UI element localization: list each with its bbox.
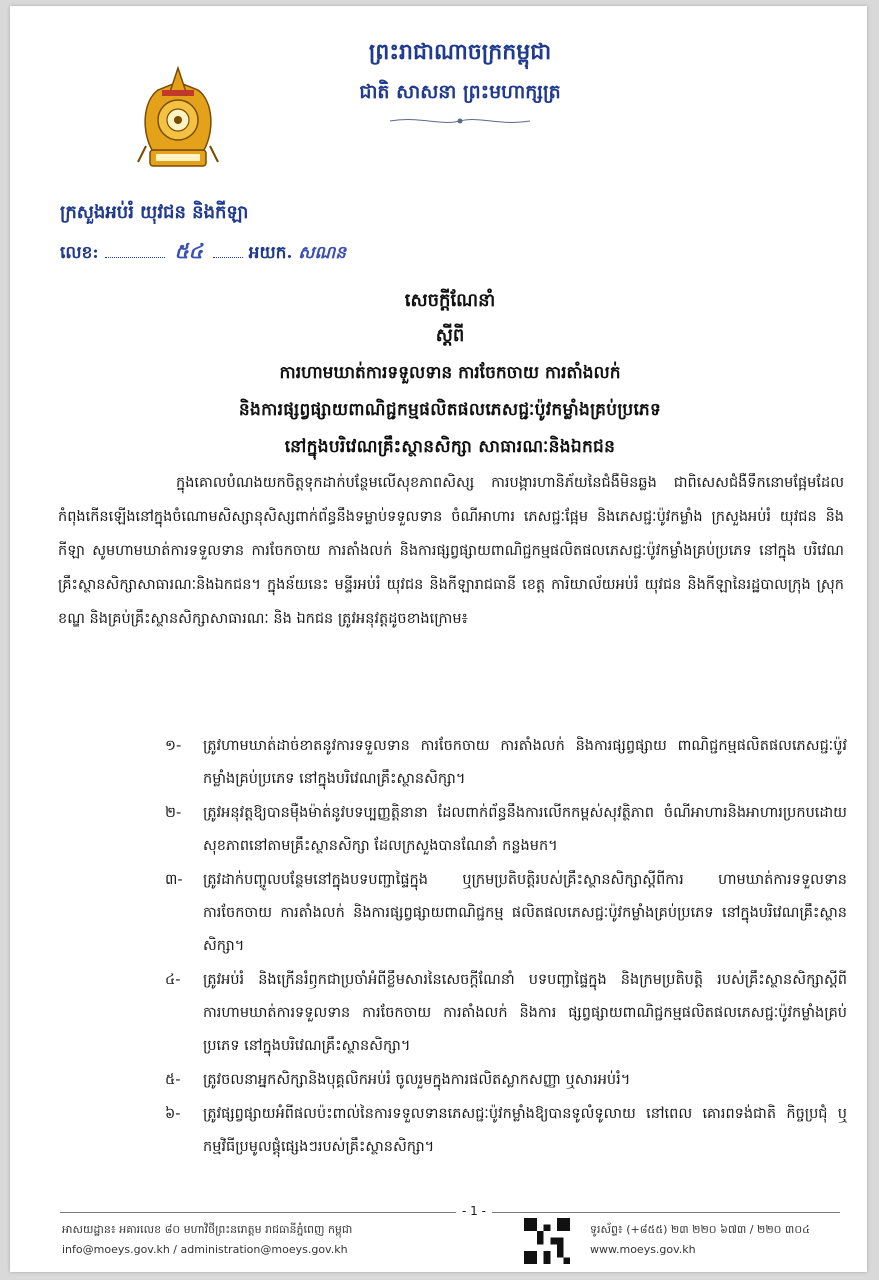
kingdom-title: ព្រះរាជាណាចក្រកម្ពុជា — [368, 39, 552, 65]
document-type: សេចក្តីណែនាំ — [404, 290, 496, 311]
document-page — [10, 6, 867, 1272]
item-number: ២- — [165, 805, 182, 821]
footer-emails[interactable]: info@moeys.gov.kh / administration@moeys.gov.kh — [62, 1243, 348, 1256]
qr-code-icon — [524, 1218, 570, 1264]
item-text: ត្រូវដាក់បញ្ចូលបន្ថែមនៅក្នុងបទបញ្ជាផ្ទៃក្នុង ឬក្រមប្រតិបត្តិរបស់គ្រឹះស្ថានសិក្សាស្តីពីការ ហាមឃាត់ការទទួលទាន ការចែកចាយ ការតាំងលក់ និងការផ្សព្វផ្សាយពាណិជ្ជកម្ម ផលិតផលភេសជ្ជៈប៉ូវកម្លាំងគ្រប់ប្រភេទ នៅក្នុងបរិវេណគ្រឹះស្ថានសិក្សា។ — [203, 872, 847, 954]
item-text: ត្រូវផ្សព្វផ្សាយអំពីផលប៉ះពាល់នៃការទទួលទានភេសជ្ជៈប៉ូវកម្លាំងឱ្យបានទូលំទូលាយ នៅពេល គោរពទង់ជាតិ កិច្ចប្រជុំ ឬកម្មវិធីប្រមូលផ្តុំផ្សេងៗរបស់គ្រឹះស្ថានសិក្សា។ — [203, 1106, 847, 1155]
item-number: ៦- — [165, 1106, 181, 1122]
reference-number: ៥៤ — [174, 239, 203, 263]
footer-address: អាសយដ្ឋាន៖ អគារលេខ ៨០ មហាវិថីព្រះនរោត្តម រាជធានីភ្នំពេញ កម្ពុជា — [62, 1223, 353, 1236]
footer-contact-right — [590, 1220, 810, 1260]
intro-paragraph: ក្នុងគោលបំណងយកចិត្តទុកដាក់បន្ថែមលើសុខភាពសិស្ស ការបង្ការហានិភ័យនៃជំងឺមិនឆ្លង ជាពិសេសជំងឺទឹកនោមផ្អែមដែលកំពុងកើនឡើងនៅក្នុងចំណោមសិស្សានុសិស្សពាក់ព័ន្ធនឹងទម្លាប់ទទួលទាន ចំណីអាហារ ភេសជ្ជៈផ្អែម និងភេសជ្ជៈប៉ូវកម្លាំង ក្រសួងអប់រំ យុវជន និងកីឡា សូមហាមឃាត់ការទទួលទាន ការចែកចាយ ការតាំងលក់ និងការផ្សព្វផ្សាយពាណិជ្ជកម្មផលិតផលភេសជ្ជៈប៉ូវកម្លាំងគ្រប់ប្រភេទ នៅក្នុង បរិវេណគ្រឹះស្ថានសិក្សាសាធារណៈនិងឯកជន។ ក្នុងន័យនេះ មន្ទីរអប់រំ យុវជន និងកីឡារាជធានី ខេត្ត ការិយាល័យអប់រំ យុវជន និងកីឡានៃរដ្ឋបាលក្រុង ស្រុក ខណ្ឌ និងគ្រប់គ្រឹះស្ថានសិក្សាសាធារណៈ និង ឯកជន ត្រូវអនុវត្តដូចខាងក្រោម៖ — [58, 475, 844, 627]
footer-website[interactable]: www.moeys.gov.kh — [590, 1243, 696, 1256]
page-number: - 1 - — [456, 1204, 492, 1218]
item-text: ត្រូវហាមឃាត់ដាច់ខាតនូវការទទួលទាន ការចែកចាយ ការតាំងលក់ និងការផ្សព្វផ្សាយ ពាណិជ្ជកម្មផលិតផលភេសជ្ជៈប៉ូវកម្លាំងគ្រប់ប្រភេទ នៅក្នុងបរិវេណគ្រឹះស្ថានសិក្សា។ — [203, 738, 847, 787]
ornament-divider — [385, 114, 535, 128]
document-subject-line2: និងការផ្សព្វផ្សាយពាណិជ្ជកម្មផលិតផលភេសជ្ជៈប៉ូវកម្លាំងគ្រប់ប្រភេទ — [238, 400, 662, 420]
document-title-block — [100, 288, 800, 461]
reference-number-line — [60, 238, 346, 268]
dotted-fill — [105, 245, 165, 258]
document-about: ស្តីពី — [435, 325, 465, 346]
footer-phone: ទូរស័ព្ទ៖ (+៨៥៥) ២៣ ២២០ ៦៧៣ / ២២០ ៣០៤ — [590, 1223, 810, 1236]
kingdom-header — [310, 38, 610, 128]
footer-divider — [60, 1212, 840, 1213]
item-number: ៥- — [165, 1072, 181, 1088]
item-number: ១- — [165, 738, 182, 754]
list-item — [165, 1064, 847, 1097]
list-item — [165, 730, 847, 796]
reference-label: លេខ: — [60, 243, 99, 263]
document-subject-line1: ការហាមឃាត់ការទទួលទាន ការចែកចាយ ការតាំងលក់ — [279, 363, 621, 383]
dotted-fill — [213, 245, 243, 258]
item-text: ត្រូវចលនាអ្នកសិក្សានិងបុគ្គលិកអប់រំ ចូលរួមក្នុងការផលិតស្លាកសញ្ញា ឬសារអប់រំ។ — [203, 1072, 631, 1088]
reference-code: សណន — [298, 243, 347, 263]
item-number: ៤- — [165, 972, 181, 988]
reference-suffix: អយក. — [248, 243, 293, 263]
list-item — [165, 964, 847, 1063]
national-motto: ជាតិ សាសនា ព្រះមហាក្សត្រ — [359, 81, 561, 103]
item-text: ត្រូវអប់រំ និងក្រើនរំឭកជាប្រចាំអំពីខ្លឹមសារនៃសេចក្តីណែនាំ បទបញ្ជាផ្ទៃក្នុង និងក្រមប្រតិបត្តិ របស់គ្រឹះស្ថានសិក្សាស្តីពីការហាមឃាត់ការទទួលទាន ការចែកចាយ ការតាំងលក់ និងការ ផ្សព្វផ្សាយពាណិជ្ជកម្មផលិតផលភេសជ្ជៈប៉ូវកម្លាំងគ្រប់ប្រភេទ នៅក្នុងបរិវេណគ្រឹះស្ថានសិក្សា។ — [203, 972, 847, 1054]
ministry-name: ក្រសួងអប់រំ យុវជន និងកីឡា — [60, 202, 249, 223]
list-item — [165, 797, 847, 863]
footer-contact-left — [62, 1220, 352, 1260]
item-text: ត្រូវអនុវត្តឱ្យបានម៉ឺងម៉ាត់នូវបទប្បញ្ញត្តិនានា ដែលពាក់ព័ន្ធនឹងការលើកកម្ពស់សុវត្ថិភាព ចំណីអាហារនិងអាហារប្រកបដោយសុខភាពនៅតាមគ្រឹះស្ថានសិក្សា ដែលក្រសួងបានណែនាំ កន្លងមក។ — [203, 805, 847, 854]
list-item — [165, 1098, 847, 1164]
document-subject-line3: នៅក្នុងបរិវេណគ្រឹះស្ថានសិក្សា សាធារណៈនិងឯកជន — [284, 437, 616, 457]
instruction-list — [165, 730, 847, 1165]
ministry-emblem-icon — [132, 62, 224, 182]
item-number: ៣- — [165, 872, 183, 888]
list-item — [165, 864, 847, 963]
